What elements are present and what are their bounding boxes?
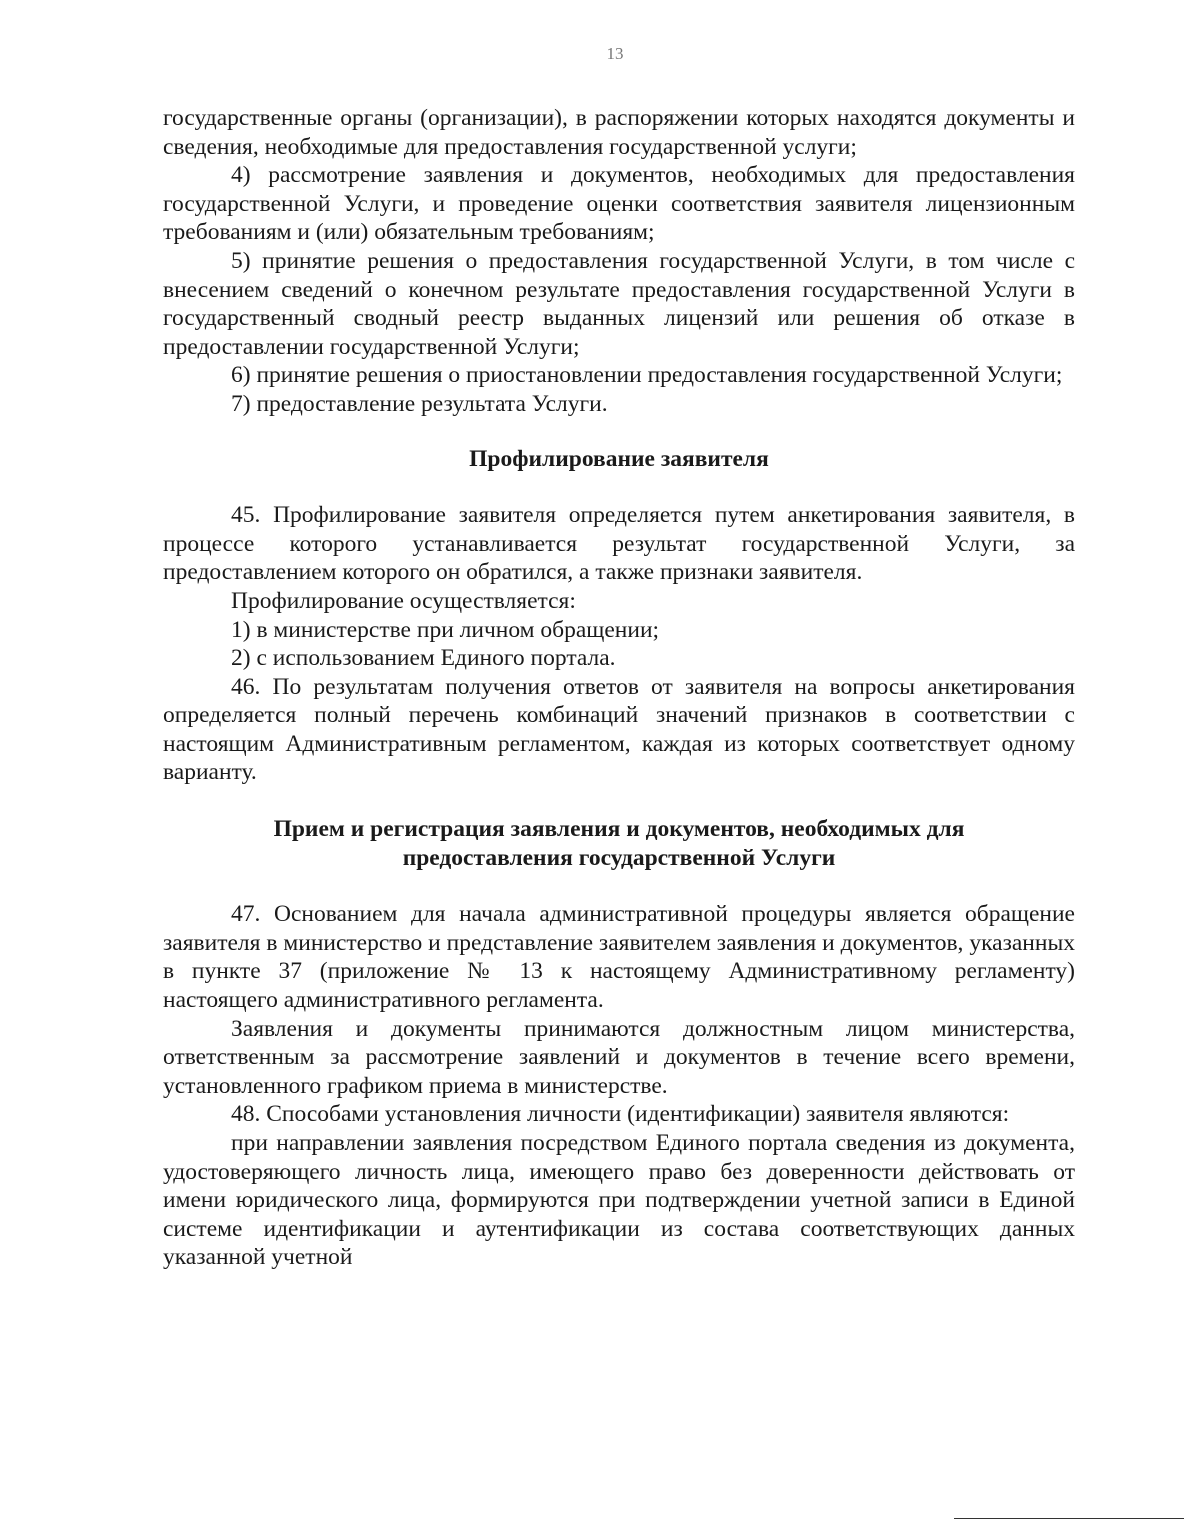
- profile-item-1: 1) в министерстве при личном обращении;: [231, 616, 660, 643]
- paragraph-45: 45. Профилирование заявителя определяется путем анкетирования заявителя, в процессе которого устанавливается результат государственной Услуги, за предоставлением которого он обратился, а также признаки заявителя.: [163, 502, 1075, 586]
- paragraph-portal-identification: при направлении заявления посредством Единого портала сведения из документа, удостоверяющего личность лица, имеющего право без доверенности действовать от имени юридического лица, формируются при подтверждении учетной записи в Единой системе идентификации и аутентификации из состава соответствующих данных указанной учетной: [163, 1130, 1075, 1271]
- paragraph-continuation: государственные органы (организации), в распоряжении которых находятся документы и сведения, необходимые для предоставления государственной услуги;: [163, 105, 1075, 160]
- section-heading-reception-line1: Прием и регистрация заявления и документов, необходимых для: [273, 816, 965, 843]
- page-number: 13: [606, 44, 624, 63]
- section-heading-profile: Профилирование заявителя: [469, 445, 769, 472]
- list-item-6: 6) принятие решения о приостановлении предоставления государственной Услуги;: [231, 362, 1063, 389]
- footer-rule: [954, 1518, 1184, 1519]
- paragraph-acceptance: Заявления и документы принимаются должностным лицом министерства, ответственным за рассмотрение заявлений и документов в течение всего времени, установленного графиком приема в министерстве.: [163, 1015, 1075, 1099]
- paragraph-46: 46. По результатам получения ответов от заявителя на вопросы анкетирования определяется полный перечень комбинаций значений признаков в соответствии с настоящим Административным регламентом, каждая из которых соответствует одному варианту.: [163, 673, 1075, 786]
- paragraph-48: 48. Способами установления личности (идентификации) заявителя являются:: [231, 1101, 1010, 1128]
- document-body: [163, 104, 1075, 1272]
- list-item-5: 5) принятие решения о предоставления государственной Услуги, в том числе с внесением сведений о конечном результате предоставления государственной Услуги в государственный сводный реестр выданных лицензий или решения об отказе в предоставлении государственной Услуги;: [163, 247, 1075, 360]
- list-item-4: 4) рассмотрение заявления и документов, необходимых для предоставления государственной Услуги, и проведение оценки соответствия заявителя лицензионным требованиям и (или) обязательным требованиям;: [163, 162, 1075, 246]
- section-heading-reception: [163, 815, 1075, 872]
- paragraph-profile-intro: Профилирование осуществляется:: [231, 587, 576, 614]
- list-item-7: 7) предоставление результата Услуги.: [231, 390, 608, 417]
- paragraph-47: 47. Основанием для начала административной процедуры является обращение заявителя в министерство и представление заявителем заявления и документов, указанных в пункте 37 (приложение № 13 к настоящему Административному регламенту) настоящего административного регламента.: [163, 901, 1075, 1014]
- section-heading-reception-line2: предоставления государственной Услуги: [402, 844, 836, 871]
- profile-item-2: 2) с использованием Единого портала.: [231, 645, 616, 672]
